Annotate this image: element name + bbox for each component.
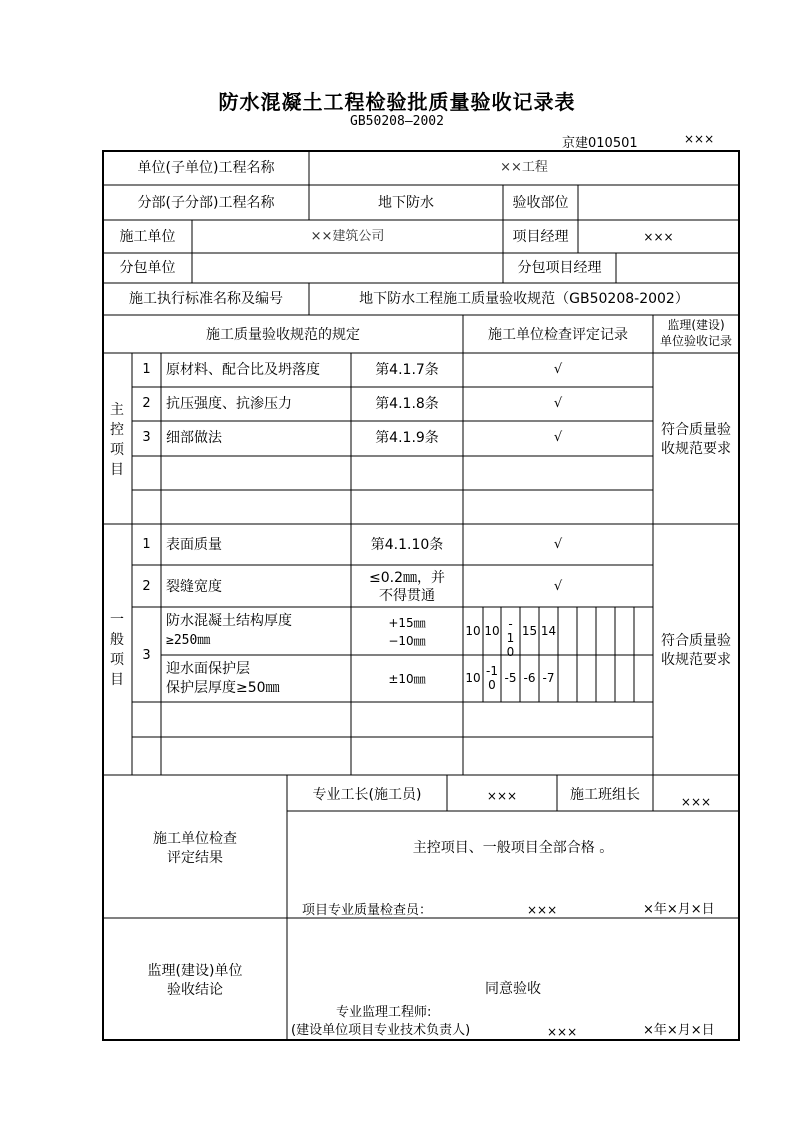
cover-name-line1: 迎水面保护层 xyxy=(166,661,250,677)
unit-project-label: 单位(子单位)工程名称 xyxy=(137,160,275,176)
cover-measurement-1: 10 xyxy=(465,671,481,685)
form-code: 京建010501 xyxy=(562,136,638,151)
general-item-3-no: 3 xyxy=(142,648,151,663)
sub-project-label: 分部(子分部)工程名称 xyxy=(137,195,275,211)
engineer-value: ××× xyxy=(547,1025,578,1039)
form-title: 防水混凝土工程检验批质量验收记录表 xyxy=(218,90,576,114)
thickness-name-line1: 防水混凝土结构厚度 xyxy=(166,613,292,629)
standard-code: GB50208—2002 xyxy=(350,114,444,129)
supervisor-result-text: 同意验收 xyxy=(485,981,541,997)
subcontractor-label: 分包单位 xyxy=(119,260,176,276)
contractor-result-label-line2: 评定结果 xyxy=(167,850,223,866)
general-group-label: 一般项目 xyxy=(110,612,124,688)
thickness-tol-line1: +15㎜ xyxy=(388,616,426,630)
main-item-1-result: √ xyxy=(553,362,563,377)
foreman-label: 专业工长(施工员) xyxy=(312,787,422,803)
general-item-2-clause-line2: 不得贯通 xyxy=(379,588,435,604)
standard-value: 地下防水工程施工质量验收规范（GB50208-2002） xyxy=(359,291,689,307)
standard-label: 施工执行标准名称及编号 xyxy=(129,291,283,307)
supervisor-result-label-line1: 监理(建设)单位 xyxy=(147,963,243,979)
contractor-value: ××建筑公司 xyxy=(310,229,385,244)
general-item-1-no: 1 xyxy=(142,537,151,552)
general-item-2-result: √ xyxy=(553,579,563,594)
inspector-label: 项目专业质量检查员： xyxy=(302,903,433,918)
general-item-2-name: 裂缝宽度 xyxy=(166,579,222,595)
main-item-1-no: 1 xyxy=(142,362,151,377)
cover-measurement-4: -6 xyxy=(523,671,536,685)
supervisor-header-line1: 监理(建设) xyxy=(667,318,725,332)
foreman-value: ××× xyxy=(486,789,518,803)
main-item-3-result: √ xyxy=(553,430,563,445)
main-item-1-clause: 第4.1.7条 xyxy=(375,362,439,378)
engineer-label-sub: (建设单位项目专业技术负责人) xyxy=(291,1023,471,1038)
main-item-3-name: 细部做法 xyxy=(166,430,222,446)
inspector-value: ××× xyxy=(527,903,558,917)
supervisor-result-label-line2: 验收结论 xyxy=(167,982,223,998)
general-item-2-clause-line1: ≤0.2㎜，并 xyxy=(369,570,445,586)
contractor-label: 施工单位 xyxy=(119,229,176,245)
cover-measurement-5: -7 xyxy=(542,671,555,685)
thickness-measurement-4: 15 xyxy=(521,624,538,638)
thickness-measurement-5: 14 xyxy=(540,624,557,638)
general-conclusion: 符合质量验收规范要求 xyxy=(661,633,731,668)
team-leader-label: 施工班组长 xyxy=(570,787,640,803)
main-item-3-no: 3 xyxy=(142,430,151,445)
main-item-2-result: √ xyxy=(553,396,563,411)
form-number: ××× xyxy=(684,132,715,146)
general-item-1-result: √ xyxy=(553,537,563,552)
contractor-result-label-line1: 施工单位检查 xyxy=(153,831,237,847)
main-item-3-clause: 第4.1.9条 xyxy=(375,430,439,446)
main-control-conclusion: 符合质量验收规范要求 xyxy=(661,422,731,457)
cover-measurement-3: -5 xyxy=(504,671,517,685)
contractor-check-header: 施工单位检查评定记录 xyxy=(488,327,628,343)
team-leader-value: ××× xyxy=(680,795,712,809)
general-item-2-no: 2 xyxy=(142,579,151,594)
main-control-group-label: 主控项目 xyxy=(110,402,124,478)
acceptance-part-label: 验收部位 xyxy=(512,195,569,211)
thickness-tol-line2: −10㎜ xyxy=(388,634,426,648)
contractor-result-text: 主控项目、一般项目全部合格 。 xyxy=(412,840,614,856)
pm-label: 项目经理 xyxy=(512,229,569,245)
engineer-label: 专业监理工程师: xyxy=(336,1005,432,1020)
pm-value: ××× xyxy=(643,230,674,244)
main-item-2-name: 抗压强度、抗渗压力 xyxy=(166,396,292,412)
main-item-2-no: 2 xyxy=(142,396,151,411)
main-item-1-name: 原材料、配合比及坍落度 xyxy=(166,362,320,378)
general-item-1-clause: 第4.1.10条 xyxy=(370,537,444,553)
thickness-measurement-1: 10 xyxy=(465,624,481,638)
cover-name-line2: 保护层厚度≥50㎜ xyxy=(166,680,280,696)
cover-measurement-2: -10 xyxy=(486,664,498,692)
supervisor-result-date: ×年×月×日 xyxy=(643,1023,715,1038)
cover-tol: ±10㎜ xyxy=(388,672,426,686)
main-item-2-clause: 第4.1.8条 xyxy=(375,396,439,412)
unit-project-value: ××工程 xyxy=(500,160,548,175)
thickness-measurement-2: 10 xyxy=(484,624,500,638)
general-item-1-name: 表面质量 xyxy=(166,537,222,553)
supervisor-header-line2: 单位验收记录 xyxy=(659,334,732,348)
thickness-name-line2: ≥250㎜ xyxy=(166,633,211,648)
contractor-result-date: ×年×月×日 xyxy=(643,902,715,917)
spec-column-header: 施工质量验收规范的规定 xyxy=(206,327,360,343)
thickness-measurement-3: -10 xyxy=(506,617,515,659)
sub-pm-label: 分包项目经理 xyxy=(517,260,602,276)
sub-project-value: 地下防水 xyxy=(378,195,434,211)
